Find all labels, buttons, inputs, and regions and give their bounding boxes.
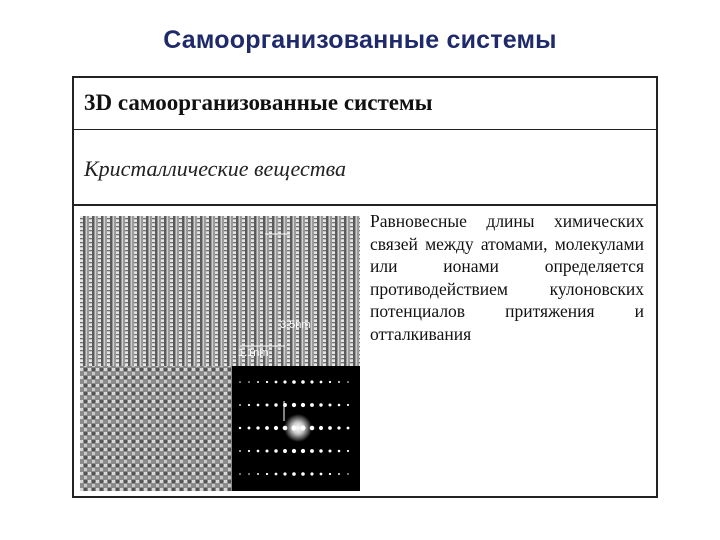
diffraction-spot: [310, 472, 313, 475]
diffraction-spot: [292, 472, 296, 476]
diffraction-inset: [232, 366, 360, 491]
diffraction-spot: [338, 450, 341, 453]
diffraction-spot: [257, 404, 260, 407]
diffraction-spot: [274, 426, 278, 430]
central-beam: [284, 414, 312, 442]
diffraction-spot: [283, 472, 286, 475]
diffraction-spot: [239, 404, 241, 406]
diffraction-spot: [328, 449, 331, 452]
diffraction-spot: [257, 381, 259, 383]
diffraction-spot: [248, 381, 250, 383]
diffraction-spot: [301, 403, 305, 407]
diffraction-spot: [248, 404, 250, 406]
header-divider: [72, 129, 658, 130]
diffraction-spot: [275, 473, 278, 476]
diffraction-spot: [283, 449, 287, 453]
diffraction-spot: [347, 473, 349, 475]
diffraction-spot: [283, 380, 286, 383]
crystal-microscopy-image: [80, 216, 360, 491]
content-table: [72, 76, 658, 498]
diffraction-spot: [292, 449, 296, 453]
diffraction-spot: [265, 449, 268, 452]
grid-lattice-region: [80, 366, 235, 491]
slide-title: Самоорганизованные системы: [163, 26, 557, 54]
diffraction-spot: [310, 380, 313, 383]
diffraction-spot: [347, 381, 349, 383]
description-text: Равновесные длины химических связей между атомами, молекулами или ионами определяется противодействием кулоновских потенциалов притяжения и отталкивания: [370, 211, 644, 344]
diffraction-spot: [347, 404, 349, 406]
diffraction-spot: [328, 426, 332, 430]
diffraction-spot: [319, 403, 322, 406]
diffraction-spot: [320, 381, 323, 384]
diffraction-spot: [257, 473, 259, 475]
diffraction-spot: [337, 426, 340, 429]
diffraction-spot: [248, 427, 251, 430]
table-right-border: [656, 76, 658, 498]
diffraction-spot: [310, 449, 314, 453]
diffraction-spot: [319, 449, 322, 452]
diffraction-spot: [329, 381, 331, 383]
diffraction-spot: [301, 449, 305, 453]
diffraction-spot: [239, 450, 241, 452]
diffraction-spot: [257, 450, 260, 453]
diffraction-spot: [328, 403, 331, 406]
table-left-border: [72, 76, 74, 498]
diffraction-spot: [292, 380, 296, 384]
diffraction-spot: [275, 381, 278, 384]
diffraction-spot: [239, 381, 241, 383]
table-top-border: [72, 76, 658, 78]
table-subheader: Кристаллические вещества: [84, 156, 347, 181]
diffraction-spot: [265, 403, 268, 406]
diffraction-spot: [265, 426, 269, 430]
diffraction-spot: [347, 450, 349, 452]
scale-label-1: 3.5nm: [280, 319, 311, 331]
diffraction-spot: [301, 472, 305, 476]
diffraction-spot: [320, 473, 323, 476]
diffraction-spot: [274, 403, 277, 406]
diffraction-spot: [310, 403, 314, 407]
diffraction-spot: [248, 473, 250, 475]
diffraction-spot: [274, 449, 277, 452]
diffraction-spot: [292, 403, 296, 407]
diffraction-spot: [248, 450, 250, 452]
diffraction-spot: [319, 426, 323, 430]
diffraction-spot: [256, 426, 259, 429]
diffraction-spot: [338, 381, 340, 383]
scale-label-2: 1.1nm: [238, 347, 269, 359]
diffraction-spot: [239, 473, 241, 475]
table-bottom-border: [72, 496, 658, 498]
diffraction-spot: [301, 380, 305, 384]
diffraction-spot: [338, 473, 340, 475]
subheader-divider: [72, 204, 658, 206]
diffraction-spot: [239, 427, 241, 429]
diffraction-spot: [338, 404, 341, 407]
diffraction-spot: [266, 473, 268, 475]
diffraction-spot: [347, 427, 350, 430]
diffraction-spot: [266, 381, 268, 383]
diffraction-spot: [329, 473, 331, 475]
table-header: 3D самоорганизованные системы: [84, 90, 433, 115]
